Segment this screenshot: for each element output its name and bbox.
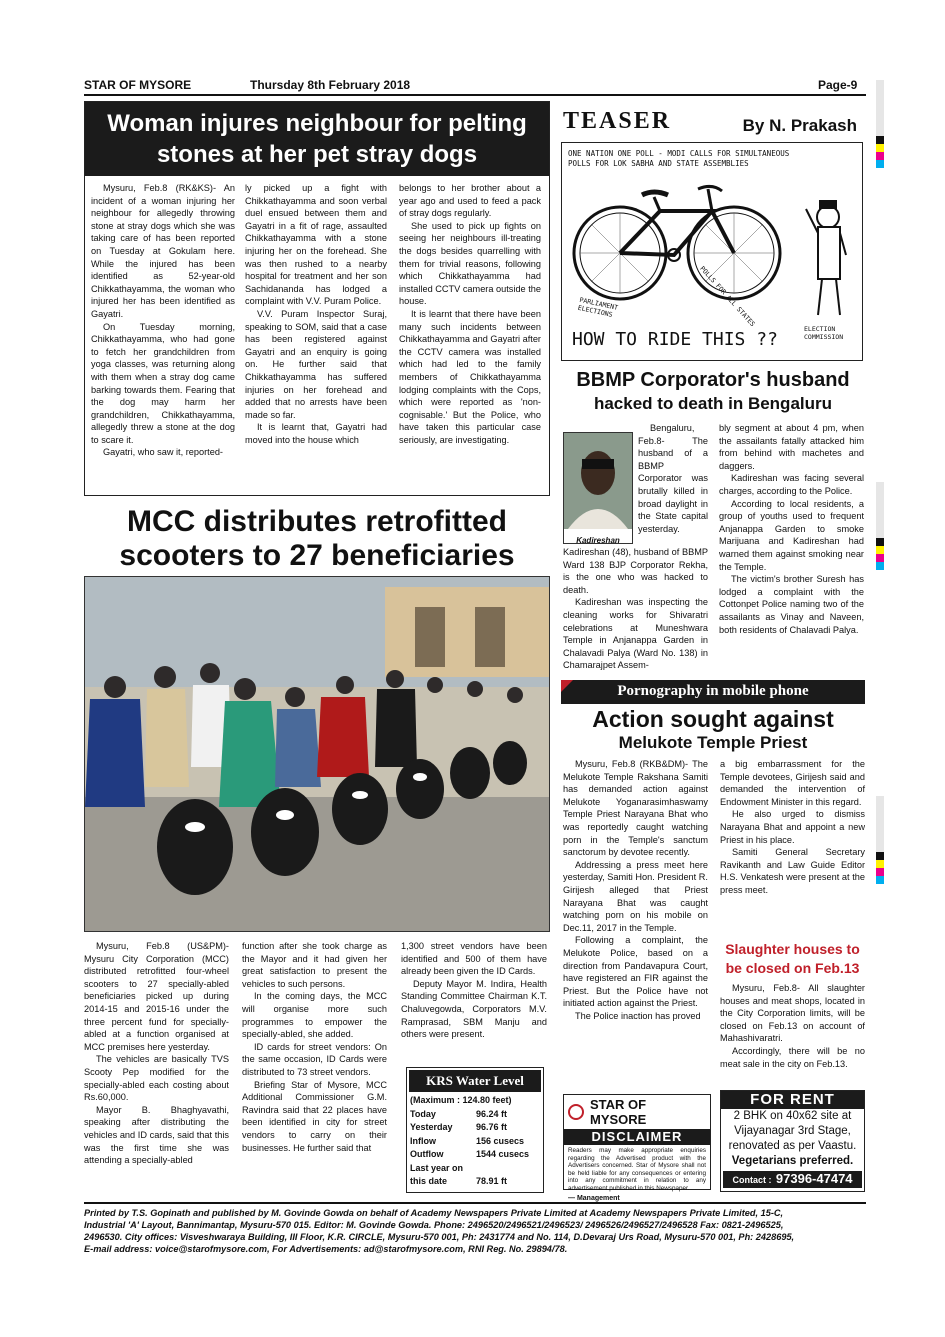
story3-headline: MCC distributes retrofitted scooters to 27 beneficiaries	[119, 505, 515, 572]
teaser-byline: By N. Prakash	[742, 116, 857, 135]
disclaimer-brand: STAR OF MYSORE	[590, 1097, 647, 1127]
krs-value: 78.91 ft	[475, 1176, 508, 1186]
krs-value: 156 cusecs	[475, 1135, 525, 1146]
story1-headline: Woman injures neighbour for pelting stones at her pet stray dogs	[85, 102, 549, 176]
cartoon-top-text: ONE NATION ONE POLL - MODI CALLS FOR SIMULTANEOUS POLLS FOR LOK SABHA AND STATE ASSEMBLIES	[568, 149, 790, 168]
krs-label: Yesterday	[410, 1122, 453, 1132]
story4-col1: Mysuru, Feb.8 (RKB&DM)- The Melukote Temple Rakshana Samiti has demanded action against Melukote Yoganarasimhaswamy Temple Priest Narayana Bhat who was reportedly caught watching porn in the Temple's sanctum sanctorum by devotee recently. Addressing a press meet here yesterday, Samiti Hon. President R. Girijesh alleged that Priest Narayana Bhat was caught watching porn on his mobile on Dec.11, 2017 in the Temple. Following a complaint, the Melukote Police, based on a direction from Pandavapura Court, have registered an FIR against the Priest. But the Police have not initiated action against the Priest. The Police inaction has proved	[563, 759, 708, 1021]
krs-row	[410, 1121, 542, 1135]
disclaimer-body: Readers may make appropriate enquiries regarding the Advertised product with the Advertisers concerned. Star of Mysore shall not be held liable for any consequences or entering into any commitment in relation to any advertisement published in this Newspaper.	[568, 1147, 706, 1192]
registration-strip-1	[876, 80, 884, 168]
krs-value	[476, 1162, 542, 1176]
cartoon-caption: HOW TO RIDE THIS ??	[572, 329, 778, 350]
for-rent-contact: Contact : 97396-47474	[723, 1171, 862, 1188]
election-commission-label: ELECTION COMMISSION	[804, 325, 844, 341]
wheel-right-label: POLLS FOR ALL STATES	[698, 264, 757, 329]
disclaimer-title: DISCLAIMER	[564, 1129, 710, 1145]
kadireshan-photo	[563, 432, 633, 544]
krs-row	[410, 1135, 542, 1149]
disclaimer-brand-row	[564, 1095, 710, 1129]
cartoon-frame	[561, 142, 863, 361]
registration-strip-3	[876, 796, 884, 884]
mcc-scooter-photo	[84, 576, 550, 932]
krs-row	[410, 1175, 542, 1189]
for-rent-line1: 2 BHK on 40x62 site at	[733, 1110, 852, 1122]
krs-water-level-box	[406, 1067, 544, 1193]
issue-date: Thursday 8th February 2018	[250, 78, 411, 92]
teaser-label: TEASER	[563, 108, 672, 134]
krs-table	[410, 1094, 542, 1189]
story1-col3: belongs to her brother about a year ago and used to feed a pack of stray dogs regularly. She used to pick up fights on seeing her neighbours ill-treating the dogs besides quarrelling with them for trivial reasons, following which Chikkathayamma had installed CCTV camera outside the house. It is learnt that there have been many such incidents between Chikkathayamma and Gayatri after the CCTV camera was installed which had led to the family members of Chikkathayamma lodging complaints with the Cops, which were reported as 'non-cognisable.' But the Police, who have taken this particular case seriously, are investigating.	[399, 183, 541, 445]
masthead-rule	[84, 94, 866, 96]
krs-row	[410, 1162, 542, 1176]
story2-col1-top: Bengaluru, Feb.8- The husband of a BBMP Corporator was brutally killed in broad daylight in the State capital yesterday.	[638, 423, 708, 534]
story3-col1: Mysuru, Feb.8 (US&PM)- Mysuru City Corporation (MCC) distributed retrofitted four-wheel scooters to 27 specially-abled beneficiaries picked up during 2014-15 and 2015-16 under the three percent fund for specially-abled at a function organised at MCC premises here yesterday. The vehicles are basically TVS Scooty Pep modified for the specially-abled each costing about Rs.60,000. Mayor B. Bhaghyavathi, speaking after distributing the vehicles and ID cards, said that this was the first time she was attending a specially-abled	[84, 941, 229, 1166]
page-number: Page-9	[818, 78, 858, 92]
for-rent-line3: renovated as per Vaastu.	[728, 1140, 857, 1152]
disclaimer-sign: — Management	[568, 1194, 620, 1202]
story3-col2: function after she took charge as the Mayor and it had given her great satisfaction to present the vehicles to such persons. In the coming days, the MCC will organise more such programmes to empower the specially-abled, she added. ID cards for street vendors: On the same occasion, ID Cards were distributed to 73 street vendors. Briefing Star of Mysore, MCC Additional Commissioner G.M. Ravindra said that 22 places have been identified in city for street vendors to carry on their businesses. He further said that	[242, 941, 387, 1153]
story4-headline: Action sought against Melukote Temple Priest	[592, 706, 834, 752]
story2-col2: bly segment at about 4 pm, when the assailants fatally attacked him from behind with machetes and daggers. Kadireshan was facing several charges, according to the Police. According to local residents, a group of youths used to frequent Anjanappa Garden to smoke Marijuana and Kadireshan had warned them against smoking near the Temple. The victim's brother Suresh has lodged a complaint with the Cottonpet Police naming two of the assailants as Vinay and Naveen, both residents of Chalavadi Palya.	[719, 423, 864, 635]
portrait-image	[564, 433, 632, 529]
story4-col2: a big embarrassment for the Temple devotees, Girijesh said and demanded the intervention of Endowment Minister in this regard. He also urged to dismiss Narayana Bhat and appoint a new Priest in his place. Samiti General Secretary Ravikanth and Law Guide Editor H.S. Venkatesh were present at the press meet.	[720, 759, 865, 895]
story3-col3: 1,300 street vendors have been identified and 500 of them have already been given the ID Cards. Deputy Mayor M. Indira, Health Standing Committee Chairman K.T. Chaluvegowda, Corporators M.V. Ramprasad, SBM Manju and others were present.	[401, 941, 547, 1040]
krs-label: Last year on	[410, 1162, 464, 1173]
wheel-left-label: PARLIAMENT ELECTIONS	[577, 295, 619, 319]
krs-title: KRS Water Level	[409, 1070, 541, 1092]
imprint-footer: Printed by T.S. Gopinath and published by M. Govinde Gowda on behalf of Academy Newspapers Private Limited at Academy Newspapers Private Limited, 15-C, Industrial 'A' Layout, Bannimantap, Mysuru-570 015. Editor: M. Govinde Gowda. Phone: 2496520/2496521/2496523/ 2496526/2496527/2496528 Fax: 0821-2496525, 2496530. City offices: Visveshwaraya Building, III Floor, K.R. CIRCLE, Mysuru-570 001, Ph: 2431774 and No. 114, D.Devaraj Urs Road, Mysuru-570 001, Ph: 2428695, E-mail address: voice@starofmysore.com, For Advertisements: ad@starofmysore.com, RNI Reg. No. 29894/78.	[84, 1208, 795, 1254]
story-woman-injures	[84, 101, 550, 496]
disclaimer-box	[563, 1094, 711, 1202]
krs-row	[410, 1094, 542, 1108]
krs-value: 96.76 ft	[475, 1122, 508, 1132]
kicker-bar	[561, 680, 865, 704]
krs-row	[410, 1108, 542, 1122]
footer-rule	[84, 1202, 866, 1204]
krs-label: this date	[410, 1176, 448, 1186]
krs-label: (Maximum : 124.80 feet)	[410, 1095, 512, 1105]
krs-label: Inflow	[410, 1135, 436, 1146]
for-rent-line2: Vijayanagar 3rd Stage,	[734, 1125, 851, 1137]
for-rent-ad	[720, 1090, 865, 1192]
krs-value: 1544 cusecs	[475, 1149, 530, 1159]
for-rent-line4: Vegetarians preferred.	[731, 1155, 854, 1167]
for-rent-title: FOR RENT	[721, 1091, 864, 1109]
story5-body: Mysuru, Feb.8- All slaughter houses and meat shops, located in the City Corporation limits, will be closed on Feb.13 on account of Mahashivaratri. Accordingly, there will be no meat sale in the city on Feb.13.	[720, 983, 865, 1069]
krs-row	[410, 1148, 542, 1162]
registration-strip-2	[876, 482, 884, 570]
story2-headline: BBMP Corporator's husband hacked to death in Bengaluru	[576, 369, 850, 413]
photo-caption: Kadireshan	[576, 536, 620, 545]
krs-value: 96.24 ft	[475, 1108, 508, 1119]
emblem-icon	[568, 1104, 584, 1120]
paper-name: STAR OF MYSORE	[84, 78, 192, 92]
scooter-crowd-image	[85, 577, 550, 932]
story5-headline: Slaughter houses to be closed on Feb.13	[725, 941, 860, 976]
krs-label: Today	[410, 1108, 436, 1119]
story1-col2: ly picked up a fight with Chikkathayamma and soon verbal duel ensued between them and Gayatri in a fit of rage, assaulted Chikkathayamma with a stone injuring her on the forehead. She was then rushed to a nearby hospital for treatment and her son Sachidananda has lodged a complaint with V.V. Puram Police. V.V. Puram Inspector Suraj, speaking to SOM, said that a case has been registered against Gayatri and an enquiry is going on. He further said that Chikkathayamma has suffered injuries on her forehead and added that no arrests have been made so far. It is learnt that, Gayatri had moved into the house which	[245, 183, 387, 445]
story1-col1: Mysuru, Feb.8 (RK&KS)- An incident of a woman injuring her neighbour for allegedly throwing stone at stray dogs which she was taking care of has been reported on Tuesday at Gokulam here. While the injured has been identified as 52-year-old Chikkathayamma, the woman who injured her has been identified as Gayatri. On Tuesday morning, Chikkathayamma, who had gone to fetch her grandchildren from yoga classes, was returning along with them when a stray dog came barking towards them. Fearing that the dog may harm her grandchildren, Chikkathayamma, allegedly threw a stone at the dog to scare it. Gayatri, who saw it, reported-	[91, 183, 235, 458]
krs-label: Outflow	[410, 1149, 444, 1159]
story4-kicker: Pornography in mobile phone	[617, 683, 809, 699]
story2-col1: Kadireshan (48), husband of BBMP Ward 138 BJP Corporator Rekha, is the one who was hacked to death. Kadireshan was inspecting the cleaning works for Shivaratri celebrations at Muneshwara Temple in Anjanappa Garden in Chalavadi Palya (Ward No. 138) in Chamarajpet Assem-	[563, 547, 708, 671]
teaser-block	[561, 106, 863, 361]
